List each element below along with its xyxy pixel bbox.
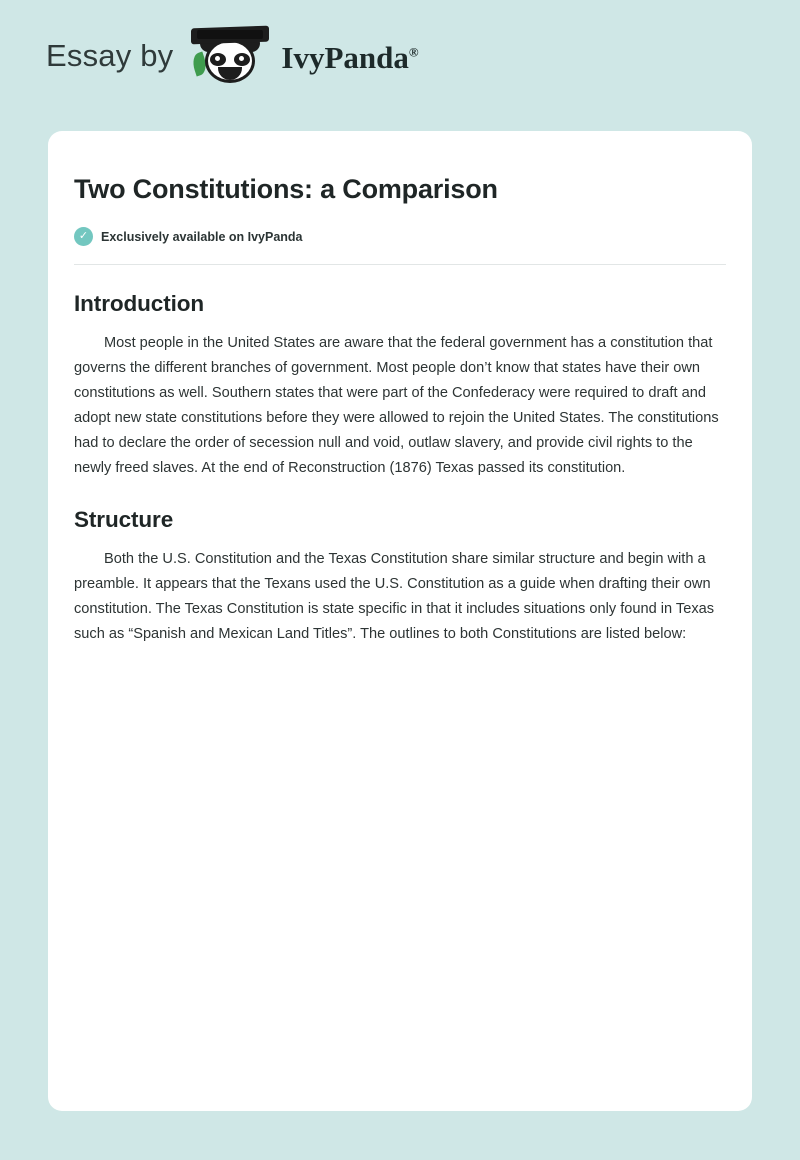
exclusive-badge-label: Exclusively available on IvyPanda	[101, 229, 303, 244]
brand-name	[281, 40, 418, 76]
page-title: Two Constitutions: a Comparison	[74, 174, 498, 204]
registered-mark: ®	[408, 44, 419, 60]
header-divider	[74, 264, 726, 265]
essay-by-label: Essay by	[46, 38, 174, 73]
section-paragraph-structure: Both the U.S. Constitution and the Texas Constitution share similar structure and begin with a preamble. It appears that the Texans used the U.S. Constitution as a guide when drafting their own constitution. The Texas Constitution is state specific in that it includes situations only found in Texas such as “Spanish and Mexican Land Titles”. The outlines to both Constitutions are listed below:	[74, 551, 715, 643]
exclusive-badge	[74, 227, 726, 246]
panda-graduate-icon	[187, 25, 273, 87]
ivypanda-logo[interactable]	[187, 25, 418, 87]
check-circle-icon: ✓	[74, 227, 93, 246]
brand-header	[0, 0, 800, 75]
brand-name-text: IvyPanda	[281, 40, 409, 75]
document-sheet	[48, 131, 752, 1111]
section-heading-structure: Structure	[74, 507, 174, 533]
section-paragraph-introduction: Most people in the United States are aware that the federal government has a constitution that governs the different branches of government. Most people don’t know that states have their own constitutions as well. Southern states that were part of the Confederacy were required to draft and adopt new state constitutions before they were allowed to rejoin the United States. The constitutions had to declare the order of secession null and void, outlaw slavery, and provide civil rights to the newly freed slaves. At the end of Reconstruction (1876) Texas passed its constitution.	[74, 335, 719, 477]
section-heading-introduction: Introduction	[74, 291, 205, 317]
